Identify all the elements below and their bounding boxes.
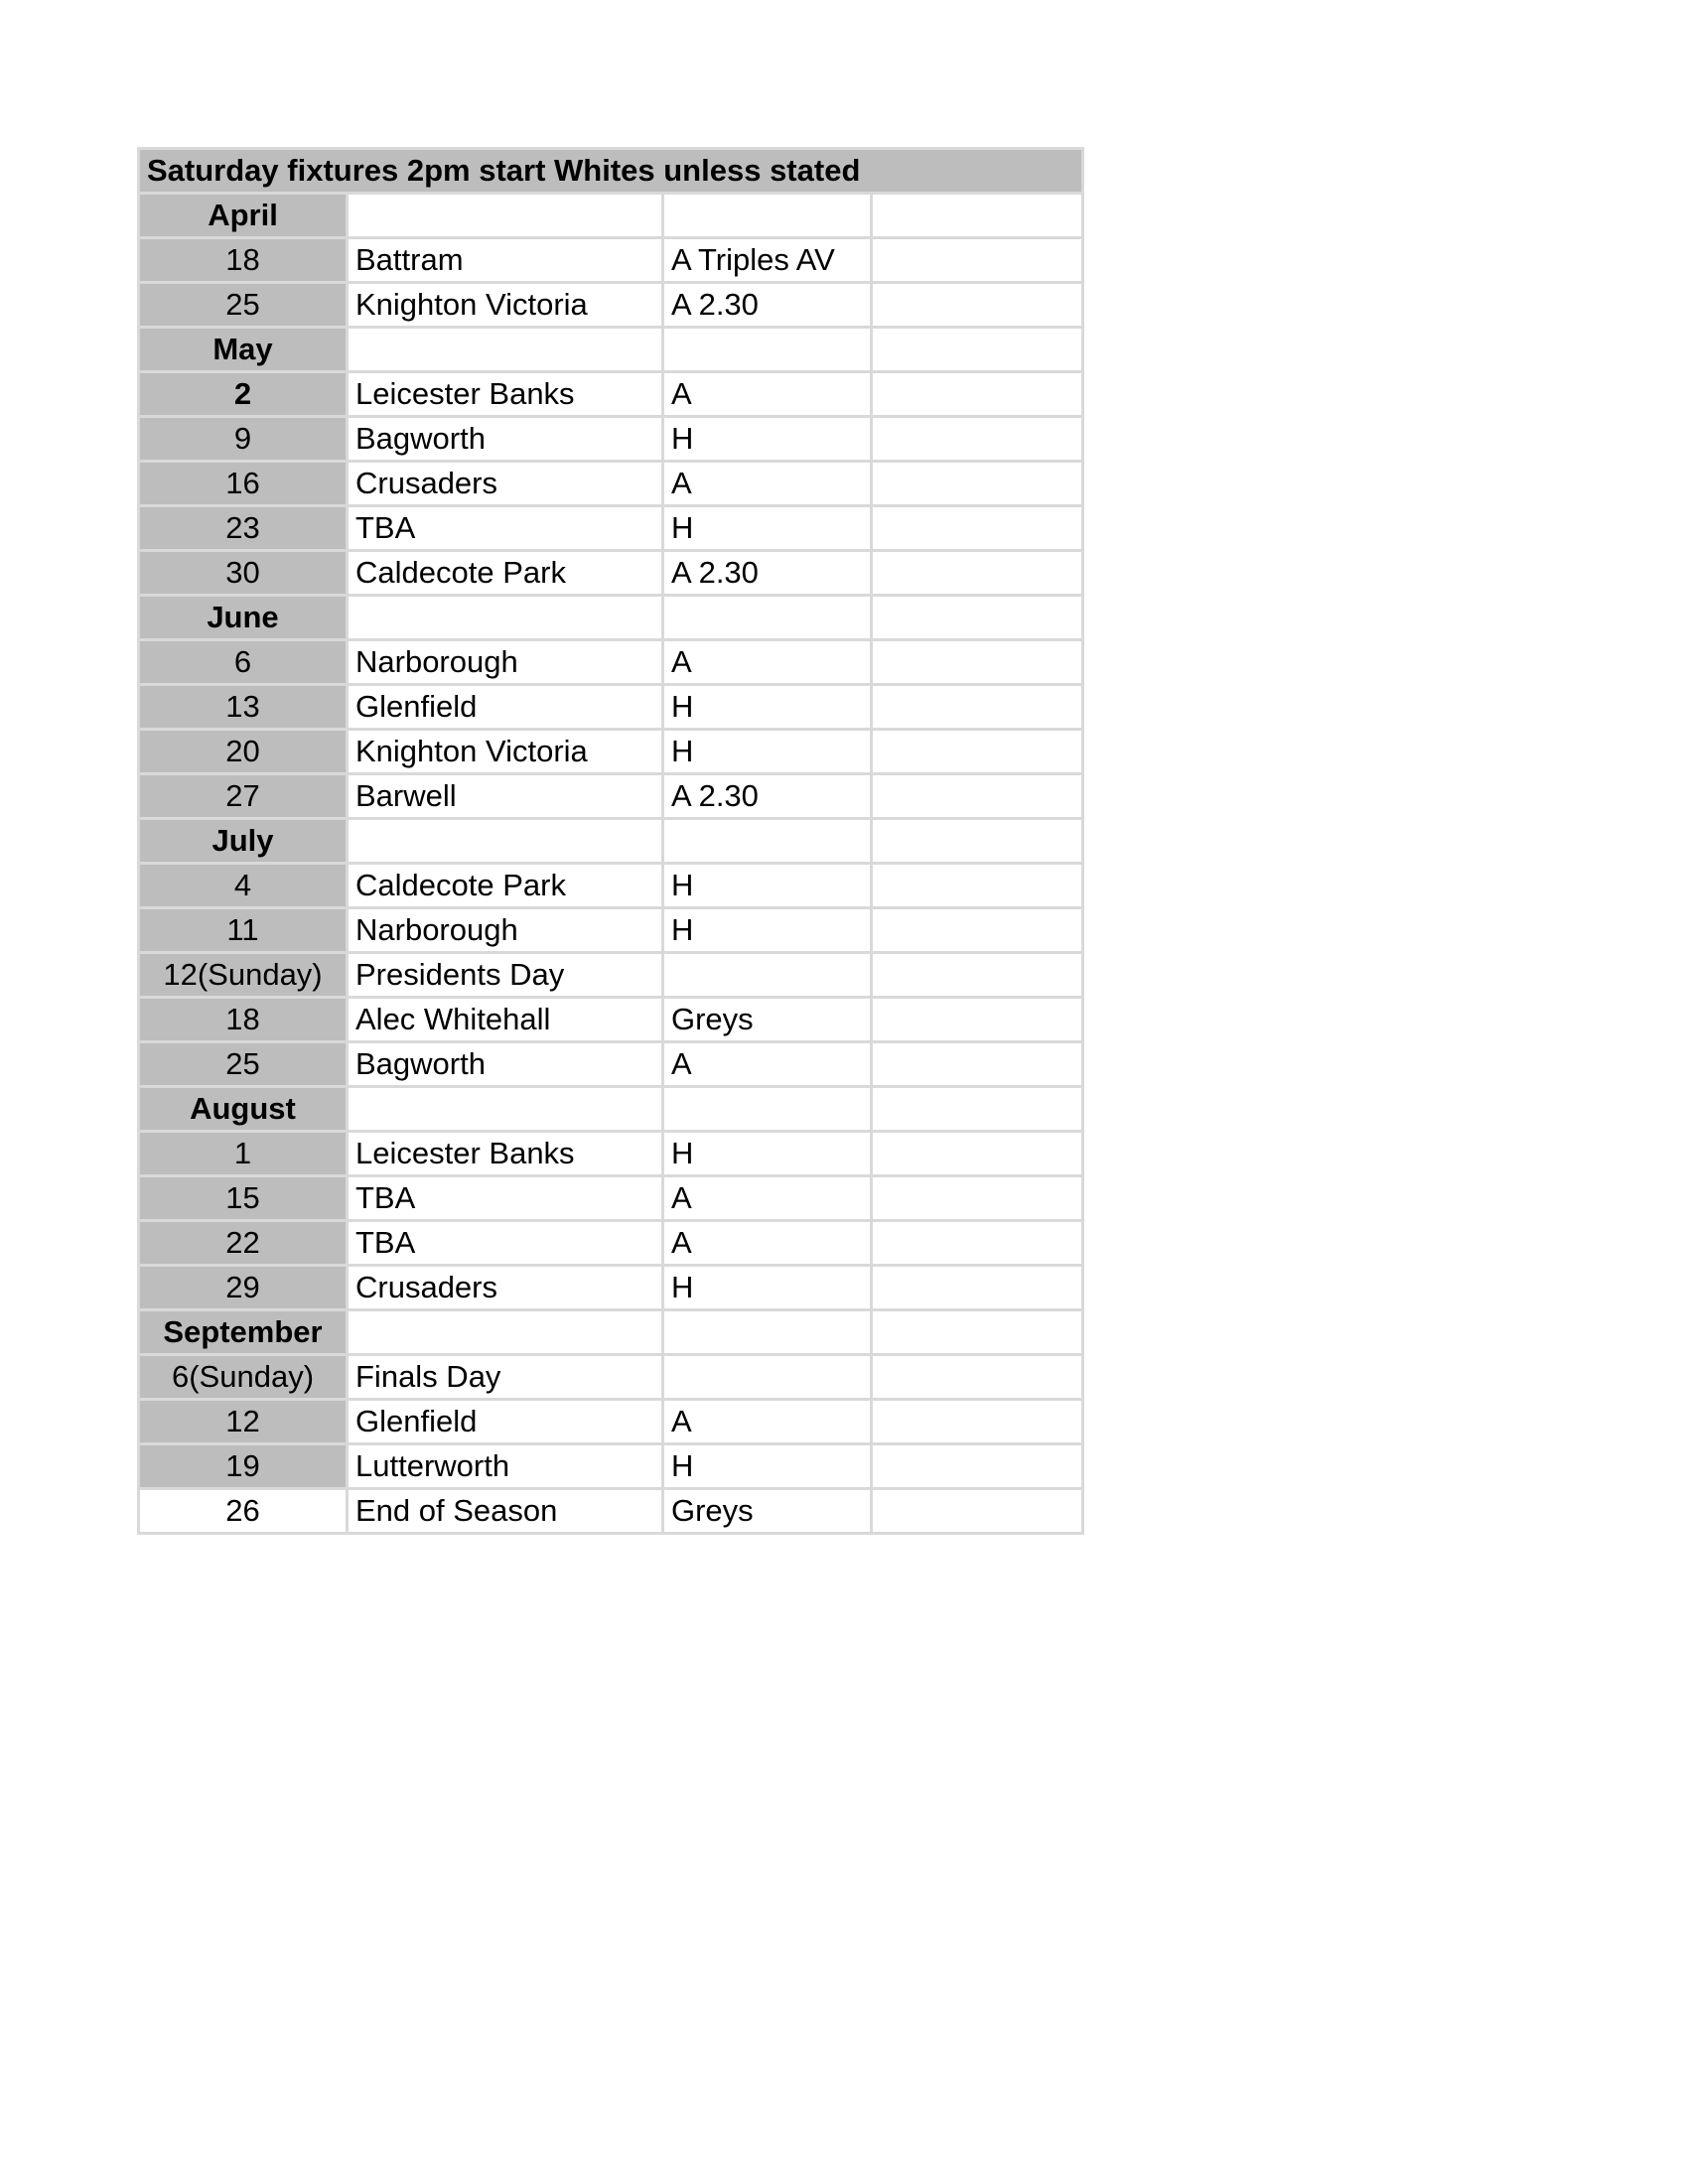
extra-cell: [872, 998, 1083, 1042]
date-cell: 18: [139, 238, 348, 283]
venue-cell: H: [663, 908, 872, 953]
month-label: July: [139, 819, 348, 864]
date-cell: 1: [139, 1132, 348, 1176]
fixture-row: [139, 462, 1083, 506]
extra-cell: [872, 1042, 1083, 1087]
date-cell: 25: [139, 1042, 348, 1087]
opponent-cell: Leicester Banks: [348, 372, 663, 417]
extra-cell: [872, 1132, 1083, 1176]
date-cell: 11: [139, 908, 348, 953]
venue-cell: [663, 328, 872, 372]
date-cell: 26: [139, 1489, 348, 1534]
venue-cell: H: [663, 1444, 872, 1489]
venue-cell: A: [663, 640, 872, 685]
extra-cell: [872, 730, 1083, 774]
fixture-row: [139, 1266, 1083, 1310]
date-cell: 6(Sunday): [139, 1355, 348, 1400]
fixtures-table: [137, 147, 1084, 1535]
fixture-row: [139, 1221, 1083, 1266]
fixture-row: [139, 506, 1083, 551]
date-cell: 12(Sunday): [139, 953, 348, 998]
opponent-cell: Bagworth: [348, 1042, 663, 1087]
fixture-row: [139, 551, 1083, 596]
month-header-row: [139, 1087, 1083, 1132]
venue-cell: H: [663, 685, 872, 730]
fixture-row: [139, 730, 1083, 774]
venue-cell: Greys: [663, 998, 872, 1042]
extra-cell: [872, 1266, 1083, 1310]
date-cell: 2: [139, 372, 348, 417]
fixture-row: [139, 998, 1083, 1042]
opponent-cell: Crusaders: [348, 462, 663, 506]
date-cell: 22: [139, 1221, 348, 1266]
date-cell: 4: [139, 864, 348, 908]
opponent-cell: Finals Day: [348, 1355, 663, 1400]
date-cell: 29: [139, 1266, 348, 1310]
opponent-cell: [348, 194, 663, 238]
extra-cell: [872, 774, 1083, 819]
opponent-cell: Caldecote Park: [348, 551, 663, 596]
date-cell: 15: [139, 1176, 348, 1221]
date-cell: 20: [139, 730, 348, 774]
venue-cell: A: [663, 1042, 872, 1087]
extra-cell: [872, 506, 1083, 551]
opponent-cell: TBA: [348, 1176, 663, 1221]
extra-cell: [872, 1310, 1083, 1355]
opponent-cell: [348, 596, 663, 640]
fixture-row: [139, 774, 1083, 819]
opponent-cell: End of Season: [348, 1489, 663, 1534]
venue-cell: H: [663, 506, 872, 551]
date-cell: 30: [139, 551, 348, 596]
venue-cell: H: [663, 864, 872, 908]
opponent-cell: [348, 328, 663, 372]
extra-cell: [872, 953, 1083, 998]
extra-cell: [872, 596, 1083, 640]
extra-cell: [872, 462, 1083, 506]
opponent-cell: Battram: [348, 238, 663, 283]
fixture-row: [139, 372, 1083, 417]
opponent-cell: Narborough: [348, 640, 663, 685]
venue-cell: A: [663, 372, 872, 417]
month-label: August: [139, 1087, 348, 1132]
date-cell: 25: [139, 283, 348, 328]
date-cell: 18: [139, 998, 348, 1042]
date-cell: 6: [139, 640, 348, 685]
opponent-cell: Barwell: [348, 774, 663, 819]
extra-cell: [872, 1489, 1083, 1534]
extra-cell: [872, 640, 1083, 685]
month-header-row: [139, 819, 1083, 864]
month-header-row: [139, 194, 1083, 238]
fixture-row: [139, 640, 1083, 685]
opponent-cell: Leicester Banks: [348, 1132, 663, 1176]
extra-cell: [872, 685, 1083, 730]
opponent-cell: Narborough: [348, 908, 663, 953]
venue-cell: H: [663, 417, 872, 462]
month-header-row: [139, 328, 1083, 372]
fixture-row: [139, 685, 1083, 730]
opponent-cell: Lutterworth: [348, 1444, 663, 1489]
venue-cell: [663, 1310, 872, 1355]
fixtures-body: [139, 149, 1083, 1534]
opponent-cell: Caldecote Park: [348, 864, 663, 908]
venue-cell: A 2.30: [663, 283, 872, 328]
venue-cell: H: [663, 1132, 872, 1176]
date-cell: 13: [139, 685, 348, 730]
opponent-cell: [348, 1310, 663, 1355]
month-label: April: [139, 194, 348, 238]
fixture-row: [139, 1444, 1083, 1489]
venue-cell: [663, 819, 872, 864]
extra-cell: [872, 1176, 1083, 1221]
extra-cell: [872, 551, 1083, 596]
opponent-cell: Knighton Victoria: [348, 730, 663, 774]
title-row: [139, 149, 1083, 194]
fixture-row: [139, 283, 1083, 328]
extra-cell: [872, 1087, 1083, 1132]
opponent-cell: Knighton Victoria: [348, 283, 663, 328]
fixture-row: [139, 908, 1083, 953]
date-cell: 16: [139, 462, 348, 506]
venue-cell: A: [663, 1221, 872, 1266]
opponent-cell: Glenfield: [348, 1400, 663, 1444]
venue-cell: A: [663, 462, 872, 506]
fixture-row: [139, 953, 1083, 998]
extra-cell: [872, 819, 1083, 864]
opponent-cell: Crusaders: [348, 1266, 663, 1310]
extra-cell: [872, 194, 1083, 238]
venue-cell: H: [663, 730, 872, 774]
extra-cell: [872, 1444, 1083, 1489]
venue-cell: [663, 953, 872, 998]
fixture-row: [139, 1132, 1083, 1176]
month-label: June: [139, 596, 348, 640]
date-cell: 27: [139, 774, 348, 819]
fixture-row: [139, 417, 1083, 462]
fixture-row: [139, 1489, 1083, 1534]
venue-cell: [663, 1087, 872, 1132]
month-header-row: [139, 1310, 1083, 1355]
extra-cell: [872, 372, 1083, 417]
month-label: May: [139, 328, 348, 372]
opponent-cell: TBA: [348, 506, 663, 551]
venue-cell: H: [663, 1266, 872, 1310]
opponent-cell: Presidents Day: [348, 953, 663, 998]
fixture-row: [139, 1042, 1083, 1087]
fixture-row: [139, 1400, 1083, 1444]
venue-cell: A 2.30: [663, 774, 872, 819]
venue-cell: A: [663, 1400, 872, 1444]
opponent-cell: [348, 819, 663, 864]
fixture-row: [139, 238, 1083, 283]
date-cell: 19: [139, 1444, 348, 1489]
table-title: Saturday fixtures 2pm start Whites unless stated: [139, 149, 1083, 194]
extra-cell: [872, 238, 1083, 283]
opponent-cell: TBA: [348, 1221, 663, 1266]
venue-cell: [663, 194, 872, 238]
extra-cell: [872, 283, 1083, 328]
date-cell: 23: [139, 506, 348, 551]
extra-cell: [872, 417, 1083, 462]
fixture-row: [139, 864, 1083, 908]
month-header-row: [139, 596, 1083, 640]
extra-cell: [872, 328, 1083, 372]
opponent-cell: [348, 1087, 663, 1132]
date-cell: 9: [139, 417, 348, 462]
fixture-row: [139, 1355, 1083, 1400]
venue-cell: A 2.30: [663, 551, 872, 596]
fixture-row: [139, 1176, 1083, 1221]
opponent-cell: Glenfield: [348, 685, 663, 730]
extra-cell: [872, 1400, 1083, 1444]
venue-cell: Greys: [663, 1489, 872, 1534]
month-label: September: [139, 1310, 348, 1355]
opponent-cell: Alec Whitehall: [348, 998, 663, 1042]
extra-cell: [872, 1355, 1083, 1400]
venue-cell: [663, 1355, 872, 1400]
extra-cell: [872, 908, 1083, 953]
venue-cell: A Triples AV: [663, 238, 872, 283]
opponent-cell: Bagworth: [348, 417, 663, 462]
extra-cell: [872, 1221, 1083, 1266]
date-cell: 12: [139, 1400, 348, 1444]
venue-cell: [663, 596, 872, 640]
extra-cell: [872, 864, 1083, 908]
venue-cell: A: [663, 1176, 872, 1221]
